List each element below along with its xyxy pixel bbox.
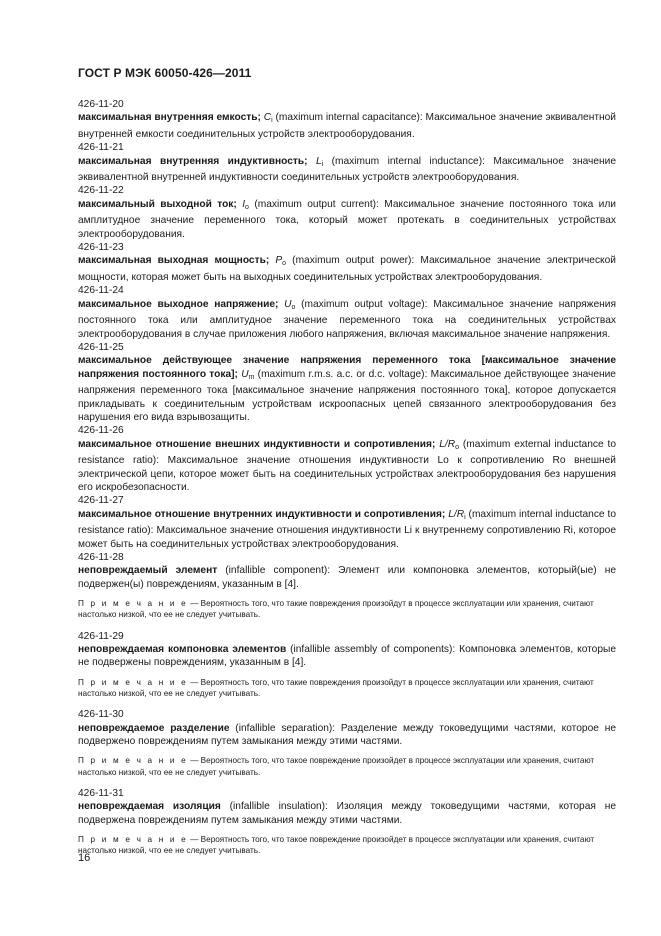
entry-term: максимальная внутренняя емкость;: [78, 112, 261, 124]
definition-entry: [78, 630, 616, 700]
entry-definition: (maximum internal capacitance): Максимальное значение эквивалентной внутренней емкости соединительных устройств электрооборудования.: [78, 112, 617, 140]
definition-entry: [78, 424, 616, 494]
entry-number: 426-11-27: [78, 495, 124, 507]
entry-term: неповреждаемая изоляция: [78, 801, 221, 813]
entry-definition: (maximum output power): Максимальное значение электрической мощности, которая может быть на выходных соединительных устройствах электрооборудования.: [78, 255, 616, 283]
entry-term: максимальный выходной ток;: [78, 198, 237, 210]
entry-term: максимальное выходное напряжение;: [78, 298, 279, 310]
page-number: 16: [78, 852, 91, 864]
entry-symbol: L/R: [439, 438, 456, 450]
entry-definition: (maximum r.m.s. a.c. or d.c. voltage): Максимальное действующее значение напряжения переменного тока [максимальное значение напряжения постоянного тока], которое допускается прикладывать к соединительным устройствам искроопасных цепей связанного электрооборудования без нарушения его вида взрывозащиты.: [78, 368, 616, 423]
entry-term: максимальное отношение внутренних индуктивности и сопротивления;: [78, 508, 446, 520]
definition-entry: [78, 184, 616, 241]
entry-term: неповреждаемый элемент: [78, 565, 218, 577]
entry-number: 426-11-30: [78, 709, 124, 721]
note-text: — Вероятность того, что такое повреждение произойдет в процессе эксплуатации или хранения, считают настолько низкой, что ее не следует учитывать.: [78, 835, 595, 856]
entry-number: 426-11-28: [78, 552, 124, 563]
entry-number: 426-11-20: [78, 99, 124, 110]
entry-definition: (maximum output current): Максимальное значение постоянного тока или амплитудное значение переменного тока, который может протекать в соединительных устройствах электрооборудования.: [78, 198, 616, 240]
definition-entry: [78, 341, 616, 424]
entry-symbol: P: [275, 255, 283, 267]
entry-symbol-subscript: i: [271, 117, 273, 125]
entry-note: [78, 598, 616, 620]
note-text: — Вероятность того, что такие повреждения произойдут в процессе эксплуатации или хранения, считают настолько низкой, что ее не следует учитывать.: [78, 677, 594, 699]
entry-symbol-subscript: o: [291, 303, 296, 311]
entry-number: 426-11-26: [78, 425, 124, 437]
entry-number: 426-11-24: [78, 285, 124, 297]
entry-symbol-subscript: o: [455, 443, 460, 451]
definition-entry: [78, 708, 616, 778]
entry-symbol-subscript: o: [282, 260, 287, 268]
entry-term: максимальное действующее значение напряжения переменного тока [максимальное значение напряжения постоянного тока];: [78, 355, 616, 380]
entry-term: максимальная выходная мощность;: [78, 255, 270, 267]
entry-note: [78, 755, 616, 777]
entry-number: 426-11-23: [78, 242, 124, 254]
entry-number: 426-11-21: [78, 142, 124, 154]
entry-symbol-subscript: i: [321, 160, 324, 168]
entry-term: максимальная внутренняя индуктивность;: [78, 155, 308, 167]
entry-symbol: U: [284, 298, 292, 310]
entry-symbol: C: [263, 112, 272, 124]
entry-symbol: I: [242, 198, 246, 210]
note-label: П р и м е ч а н и е: [78, 599, 188, 609]
entry-symbol-subscript: i: [464, 513, 466, 521]
note-text: — Вероятность того, что такие повреждения произойдут в процессе эксплуатации или хранения, считают настолько низкой, что ее не следует учитывать.: [78, 599, 594, 620]
definition-entry: [78, 284, 616, 341]
entry-number: 426-11-22: [78, 185, 124, 197]
definition-entry: [78, 141, 616, 184]
entry-number: 426-11-29: [78, 630, 124, 642]
definition-entry: [78, 787, 616, 857]
entry-definition: (maximum internal inductance): Максимальное значение эквивалентной внутренней индуктивности соединительных устройств электрооборудования.: [78, 155, 616, 184]
entry-term: неповреждаемая компоновка элементов: [78, 644, 287, 656]
entry-symbol: L/R: [448, 508, 465, 520]
entry-definition: (infallible insulation): Изоляция между токоведущими частями, которая не подвержена повреждениям путем замыкания между этими частями.: [78, 801, 616, 826]
definition-entry: [78, 98, 616, 141]
entry-definition: (infallible component): Элемент или компоновка элементов, который(ые) не подвержен(ы) повреждениям, указанным в [4].: [78, 565, 616, 590]
entry-note: [78, 834, 616, 856]
entry-number: 426-11-25: [78, 341, 124, 353]
note-label: П р и м е ч а н и е: [78, 756, 188, 766]
entry-term: неповреждаемое разделение: [78, 722, 230, 734]
entry-symbol: U: [241, 368, 249, 380]
definition-entry: [78, 551, 616, 621]
entry-definition: (maximum output voltage): Максимальное значение напряжения постоянного тока или амплитудное значение переменного тока на соединительных устройствах электрооборудования в случае приложения любого напряжения, включая максимальное значение напряжения.: [78, 298, 616, 340]
document-header: ГОСТ Р МЭК 60050-426—2011: [78, 66, 252, 80]
definition-entry: [78, 494, 616, 551]
entry-symbol-subscript: m: [248, 373, 255, 381]
definition-entry: [78, 241, 616, 284]
entry-definition: (maximum internal inductance to resistance ratio): Максимальное значение отношения индуктивности Li к внутреннему сопротивлению Ri, которое может быть на соединительных устройствах электрооборудования.: [78, 508, 616, 550]
entry-note: [78, 677, 616, 699]
entry-definition: (infallible separation): Разделение между токоведущими частями, которое не подвержено повреждениям путем замыкания между этими частями.: [78, 722, 616, 748]
entry-definition: (infallible assembly of components): Компоновка элементов, которые не подвержены повреждениям, указанным в [4].: [78, 644, 617, 669]
definitions-list: [78, 98, 616, 866]
note-label: П р и м е ч а н и е: [78, 677, 188, 687]
entry-number: 426-11-31: [78, 787, 124, 799]
entry-symbol-subscript: o: [245, 203, 249, 211]
note-label: П р и м е ч а н и е: [78, 835, 188, 845]
entry-definition: (maximum external inductance to resistance ratio): Максимальное значение отношения индуктивности Lo к сопротивлению Ro внешней электрической цепи, которое может быть на соединительных устройствах электрооборудования без нарушения его искробезопасности.: [78, 438, 616, 493]
note-text: — Вероятность того, что такое повреждение произойдет в процессе эксплуатации или хранения, считают настолько низкой, что ее не следует учитывать.: [78, 756, 595, 777]
entry-symbol: L: [315, 155, 322, 167]
entry-term: максимальное отношение внешних индуктивности и сопротивления;: [78, 438, 436, 450]
